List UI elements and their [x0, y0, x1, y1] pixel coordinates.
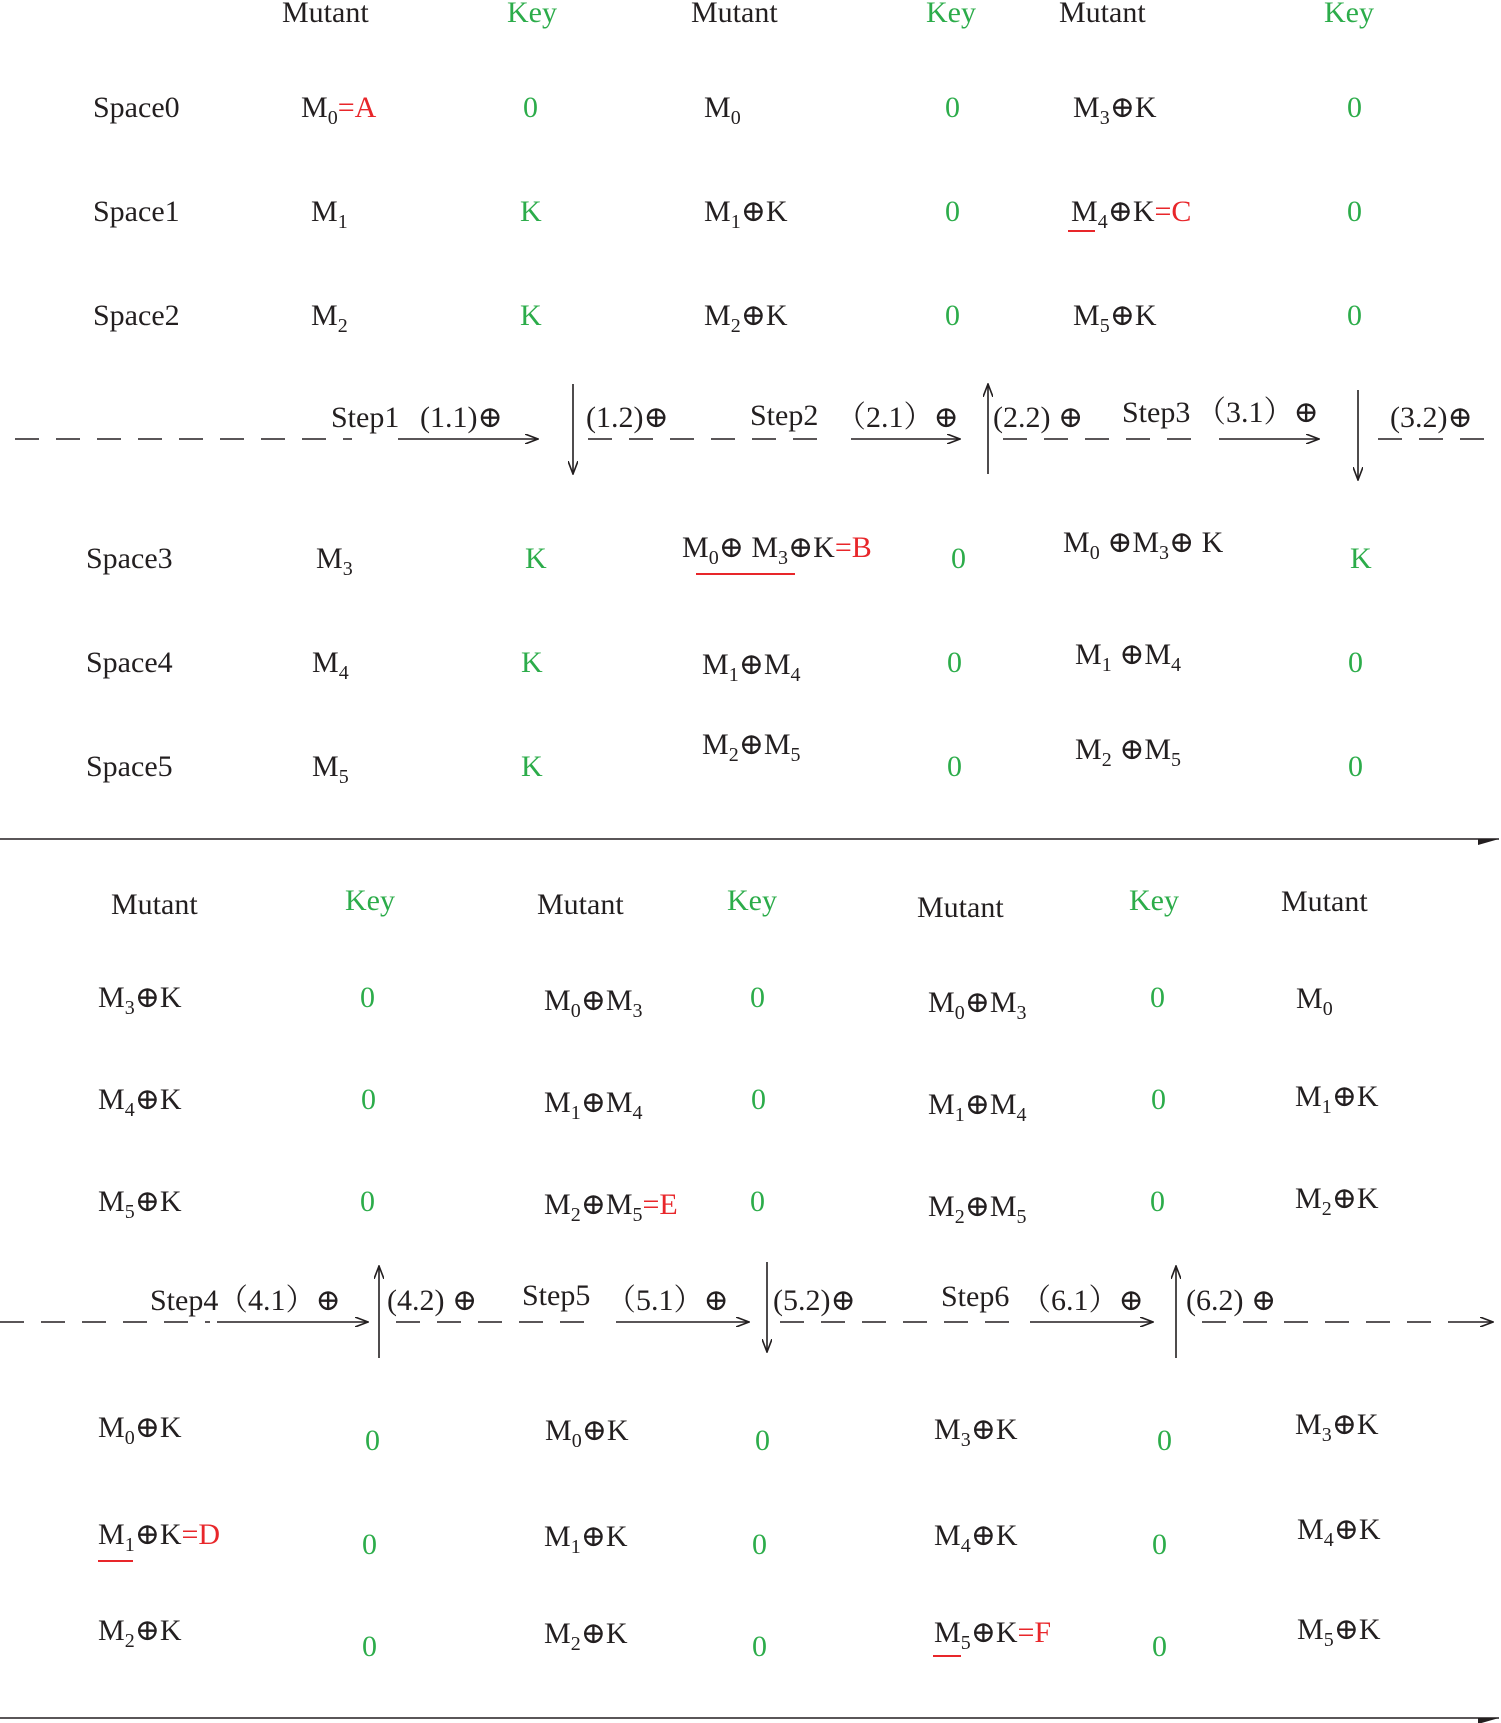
- cell-expression: $M_1\oplus M_4$: [702, 648, 801, 686]
- space-label-3: Space3: [86, 542, 173, 575]
- cell-expression: $M_1\oplus K=D$: [98, 1518, 221, 1556]
- step-op-5-2: (5.2)⊕: [773, 1284, 856, 1317]
- header-mutant: Mutant: [917, 891, 1004, 924]
- highlight-underline: [98, 1560, 133, 1562]
- space-label-1: Space1: [93, 195, 180, 228]
- space-label-5: Space5: [86, 750, 173, 783]
- cell-expression: $M_0\oplus M_3$: [928, 986, 1027, 1024]
- cell-expression: $M_2\oplus K$: [1295, 1182, 1379, 1220]
- cell-expression: $M_0$: [1296, 982, 1333, 1020]
- cell-expression: $M_5\oplus K$: [1297, 1613, 1381, 1651]
- cell-expression: $M_2$: [311, 299, 348, 337]
- step-label-6: Step6: [941, 1280, 1010, 1313]
- cell-key: 0: [1150, 1185, 1165, 1218]
- cell-key: 0: [360, 981, 375, 1014]
- cell-expression: $M_1\oplus M_4$: [544, 1086, 643, 1124]
- cell-key: 0: [360, 1185, 375, 1218]
- step-op-3-2: (3.2)⊕: [1390, 401, 1473, 434]
- header-mutant: Mutant: [111, 888, 198, 921]
- header-key: Key: [1129, 884, 1179, 917]
- cell-expression: $M_2$ $\oplus M_5$: [1075, 733, 1182, 771]
- cell-expression: $M_4\oplus K=C$: [1071, 195, 1192, 233]
- cell-expression: $M_2\oplus K$: [98, 1614, 182, 1652]
- cell-key: 0: [1347, 91, 1362, 124]
- step-op-3-1: （3.1）⊕: [1196, 396, 1319, 429]
- cell-key: 0: [945, 299, 960, 332]
- cell-key: K: [521, 750, 543, 783]
- cell-key: 0: [945, 195, 960, 228]
- step-op-1-2: (1.2)⊕: [586, 401, 669, 434]
- header-mutant: Mutant: [1281, 885, 1368, 918]
- cell-expression: $M_2\oplus M_5$: [702, 728, 801, 766]
- highlight-underline: [696, 573, 795, 575]
- cell-key: 0: [361, 1083, 376, 1116]
- cell-expression: $M_3$: [316, 542, 353, 580]
- cell-key: 0: [752, 1630, 767, 1663]
- cell-key: 0: [947, 646, 962, 679]
- step-op-4-2: (4.2) ⊕: [387, 1284, 478, 1317]
- header-key: Key: [727, 884, 777, 917]
- cell-key: 0: [365, 1424, 380, 1457]
- step-label-4: Step4: [150, 1284, 219, 1317]
- cell-expression: $M_4\oplus K$: [98, 1083, 182, 1121]
- step-op-4-1: （4.1）⊕: [218, 1284, 341, 1317]
- cell-key: 0: [1151, 1083, 1166, 1116]
- cell-expression: $M_0\oplus$ $M_3\oplus K=B$: [682, 531, 872, 569]
- cell-expression: $M_2\oplus K$: [704, 299, 788, 337]
- cell-expression: $M_1\oplus K$: [1295, 1080, 1379, 1118]
- cell-expression: $M_0$: [704, 91, 741, 129]
- cell-key: 0: [1347, 195, 1362, 228]
- cell-expression: $M_2\oplus K$: [544, 1617, 628, 1655]
- cell-key: 0: [362, 1528, 377, 1561]
- cell-expression: $M_3\oplus K$: [98, 981, 182, 1019]
- cell-expression: $M_0$ $\oplus M_3\oplus$ K: [1063, 526, 1224, 564]
- cell-key: K: [1350, 542, 1372, 575]
- cell-expression: $M_0\oplus M_3$: [544, 984, 643, 1022]
- space-label-2: Space2: [93, 299, 180, 332]
- cell-key: K: [520, 299, 542, 332]
- cell-key: 0: [951, 542, 966, 575]
- cell-key: 0: [751, 1083, 766, 1116]
- step-label-3: Step3: [1122, 396, 1191, 429]
- step-label-5: Step5: [522, 1279, 591, 1312]
- step-label-2: Step2: [750, 399, 819, 432]
- cell-expression: $M_5\oplus K$: [1073, 299, 1157, 337]
- cell-key: 0: [1347, 299, 1362, 332]
- cell-key: 0: [1348, 750, 1363, 783]
- cell-expression: $M_2\oplus M_5$: [928, 1190, 1027, 1228]
- highlight-underline: [1068, 230, 1095, 232]
- step-op-2-1: （2.1）⊕: [836, 401, 959, 434]
- cell-key: K: [520, 195, 542, 228]
- cell-key: 0: [752, 1528, 767, 1561]
- cell-expression: $M_5\oplus K$: [98, 1185, 182, 1223]
- cell-expression: $M_0=A$: [301, 91, 377, 129]
- cell-expression: $M_4\oplus K$: [1297, 1513, 1381, 1551]
- step-op-6-1: （6.1）⊕: [1021, 1284, 1144, 1317]
- cell-key: 0: [750, 981, 765, 1014]
- cell-expression: $M_1$: [311, 195, 348, 233]
- cell-key: 0: [945, 91, 960, 124]
- header-mutant: Mutant: [1059, 0, 1146, 29]
- cell-expression: $M_0\oplus K$: [545, 1414, 629, 1452]
- step-op-1-1: (1.1)⊕: [420, 401, 503, 434]
- cell-expression: $M_0\oplus K$: [98, 1411, 182, 1449]
- cell-key: K: [521, 646, 543, 679]
- cell-key: 0: [1152, 1528, 1167, 1561]
- header-key: Key: [345, 884, 395, 917]
- cell-expression: $M_4\oplus K$: [934, 1519, 1018, 1557]
- cell-expression: $M_1\oplus M_4$: [928, 1088, 1027, 1126]
- step-label-1: Step1: [331, 401, 400, 434]
- cell-expression: $M_1\oplus K$: [544, 1520, 628, 1558]
- cell-expression: $M_4$: [312, 646, 349, 684]
- space-label-4: Space4: [86, 646, 173, 679]
- cell-key: 0: [1157, 1424, 1172, 1457]
- header-key: Key: [507, 0, 557, 29]
- cell-expression: $M_3\oplus K$: [1073, 91, 1157, 129]
- header-key: Key: [926, 0, 976, 29]
- cell-key: 0: [755, 1424, 770, 1457]
- cell-key: 0: [947, 750, 962, 783]
- header-mutant: Mutant: [537, 888, 624, 921]
- cell-expression: $M_2\oplus M_5=E$: [544, 1188, 678, 1226]
- header-mutant: Mutant: [691, 0, 778, 29]
- cell-expression: $M_5\oplus K=F$: [934, 1616, 1052, 1654]
- cell-key: 0: [362, 1630, 377, 1663]
- cell-key: 0: [750, 1185, 765, 1218]
- cell-expression: $M_5$: [312, 750, 349, 788]
- cell-key: 0: [1152, 1630, 1167, 1663]
- step-op-5-1: （5.1）⊕: [606, 1284, 729, 1317]
- step-op-2-2: (2.2) ⊕: [993, 401, 1084, 434]
- cell-key: 0: [523, 91, 538, 124]
- cell-expression: $M_1\oplus K$: [704, 195, 788, 233]
- header-mutant: Mutant: [282, 0, 369, 29]
- header-key: Key: [1324, 0, 1374, 29]
- cell-expression: $M_3\oplus K$: [934, 1413, 1018, 1451]
- space-label-0: Space0: [93, 91, 180, 124]
- cell-key: K: [525, 542, 547, 575]
- cell-key: 0: [1150, 981, 1165, 1014]
- highlight-underline: [933, 1655, 961, 1657]
- cell-expression: $M_1$ $\oplus M_4$: [1075, 638, 1182, 676]
- step-op-6-2: (6.2) ⊕: [1186, 1284, 1277, 1317]
- cell-expression: $M_3\oplus K$: [1295, 1408, 1379, 1446]
- cell-key: 0: [1348, 646, 1363, 679]
